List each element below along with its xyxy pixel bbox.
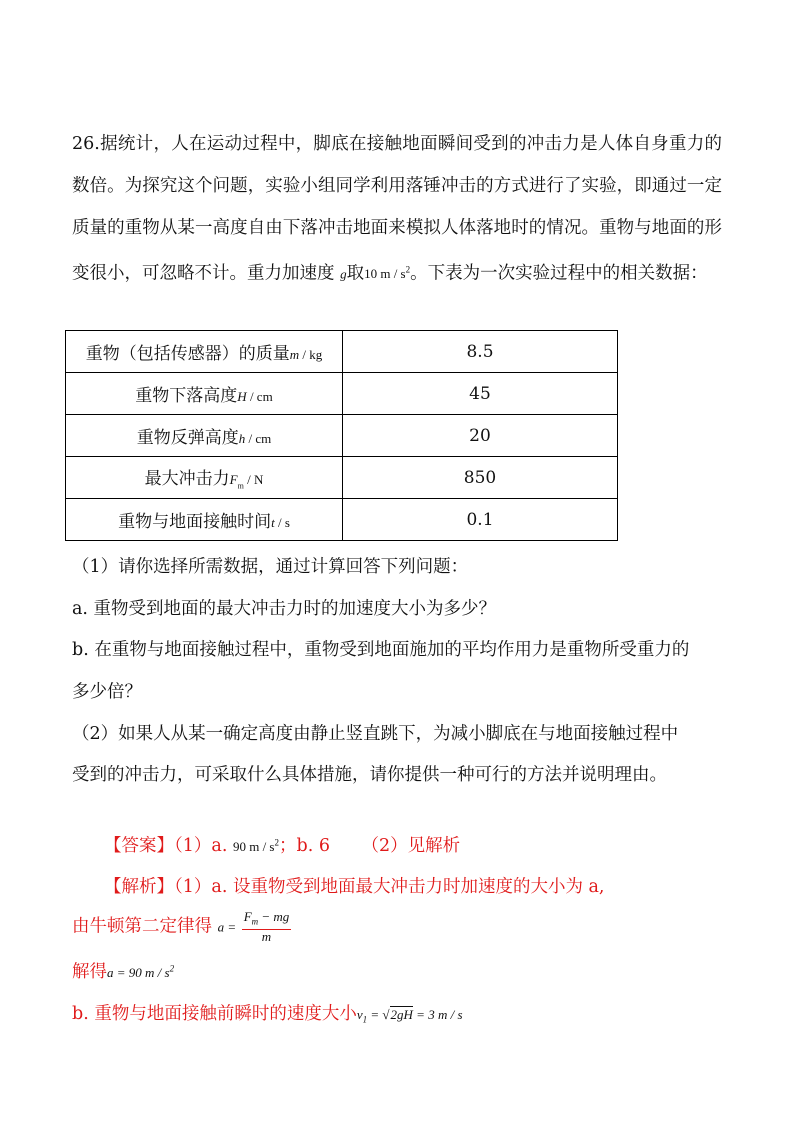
quantity-unit: / cm bbox=[246, 389, 273, 404]
quantity-label: 重物下落高度 bbox=[135, 386, 238, 406]
table-label-cell bbox=[66, 457, 343, 499]
answer-part1: （1）a. bbox=[174, 836, 233, 856]
quantity-label: 最大冲击力 bbox=[144, 469, 230, 490]
table-row bbox=[66, 331, 618, 373]
analysis-text4: b. 重物与地面接触前瞬时的速度大小 bbox=[72, 1004, 357, 1024]
table-row bbox=[66, 373, 618, 415]
table-label-cell bbox=[66, 331, 343, 373]
quantity-unit: / N bbox=[243, 472, 264, 488]
g-symbol: g bbox=[340, 266, 347, 282]
quantity-symbol: h bbox=[238, 431, 246, 446]
analysis-line4 bbox=[72, 1000, 463, 1025]
question-1b-line1: b. 在重物与地面接触过程中，重物受到地面施加的平均作用力是重物所受重力的 bbox=[72, 640, 690, 660]
analysis-line1 bbox=[104, 873, 605, 898]
equation-1-numerator: $F_m$ − mg bbox=[242, 910, 292, 930]
quantity-label: 重物反弹高度 bbox=[136, 428, 239, 448]
question-2-line2: 受到的冲击力，可采取什么具体措施，请你提供一种可行的方法并说明理由。 bbox=[72, 765, 667, 785]
analysis-tag: 【解析】 bbox=[104, 877, 174, 897]
table-row bbox=[66, 415, 618, 457]
problem-statement bbox=[72, 123, 722, 295]
quantity-symbol: H bbox=[237, 389, 247, 404]
quantity-unit: / s bbox=[274, 515, 290, 530]
g-value: 10 m / $s^2$ bbox=[364, 265, 411, 282]
quantity-label: 重物（包括传感器）的质量 bbox=[85, 344, 290, 364]
equation-1-lhs: a = bbox=[217, 919, 237, 935]
data-table bbox=[65, 330, 618, 541]
table-row bbox=[66, 499, 618, 541]
problem-intro: 据统计，人在运动过程中，脚底在接触地面瞬间受到的冲击力是人体自身重力的数倍。为探究这个问题，实验小组同学利用落锤冲击的方式进行了实验，即通过一定质量的重物从某一高度自由下落冲击地面来模拟人体落地时的情况。重物与地面的形变很小，可忽略不计。重力加速度 bbox=[72, 134, 722, 284]
question-1a: a. 重物受到地面的最大冲击力时的加速度大小为多少？ bbox=[72, 599, 497, 619]
g-take-text: 取 bbox=[346, 263, 365, 284]
answer-line bbox=[104, 832, 460, 857]
table-row bbox=[66, 457, 618, 499]
quantity-unit: / kg bbox=[299, 347, 323, 362]
table-value-cell: 0.1 bbox=[343, 499, 618, 541]
question-1b-line2: 多少倍？ bbox=[72, 682, 142, 702]
question-1: （1）请你选择所需数据，通过计算回答下列问题： bbox=[72, 557, 469, 577]
answer-part2: （2）见解析 bbox=[361, 836, 461, 856]
equation-3: $v_1 = √2gH = 3$ m / s bbox=[356, 1007, 463, 1025]
analysis-text1: （1）a. 设重物受到地面最大冲击力时加速度的大小为 a, bbox=[174, 877, 605, 897]
table-value-cell: 20 bbox=[343, 415, 618, 457]
quantity-label: 重物与地面接触时间 bbox=[118, 512, 272, 532]
table-label-cell bbox=[66, 373, 343, 415]
table-value-cell: 45 bbox=[343, 373, 618, 415]
table-value-cell: 850 bbox=[343, 457, 618, 499]
table-label-cell bbox=[66, 415, 343, 457]
analysis-text3: 解得 bbox=[72, 962, 107, 982]
answer-a-value: 90 m / $s^2$ bbox=[232, 837, 279, 854]
answer-sep: ；b. 6 bbox=[279, 836, 330, 856]
equation-1-denominator: m bbox=[261, 928, 272, 944]
problem-number: 26. bbox=[72, 134, 100, 154]
equation-2: a = 90 m / $s^2$ bbox=[107, 963, 175, 980]
analysis-line3 bbox=[72, 958, 174, 983]
analysis-line2 bbox=[72, 910, 291, 944]
question-2-line1: （2）如果人从某一确定高度由静止竖直跳下，为减小脚底在与地面接触过程中 bbox=[72, 724, 679, 744]
equation-1-fraction bbox=[242, 910, 292, 944]
quantity-symbol: t bbox=[271, 515, 275, 530]
quantity-unit: / cm bbox=[245, 431, 272, 446]
problem-intro-end: 。下表为一次实验过程中的相关数据： bbox=[410, 263, 708, 284]
quantity-symbol: F bbox=[229, 472, 238, 488]
quantity-symbol: m bbox=[289, 347, 300, 362]
table-label-cell bbox=[66, 499, 343, 541]
answer-tag: 【答案】 bbox=[104, 836, 174, 856]
analysis-text2: 由牛顿第二定律得 bbox=[72, 916, 212, 937]
table-value-cell: 8.5 bbox=[343, 331, 618, 373]
quantity-symbol-subscript: m bbox=[237, 481, 244, 491]
